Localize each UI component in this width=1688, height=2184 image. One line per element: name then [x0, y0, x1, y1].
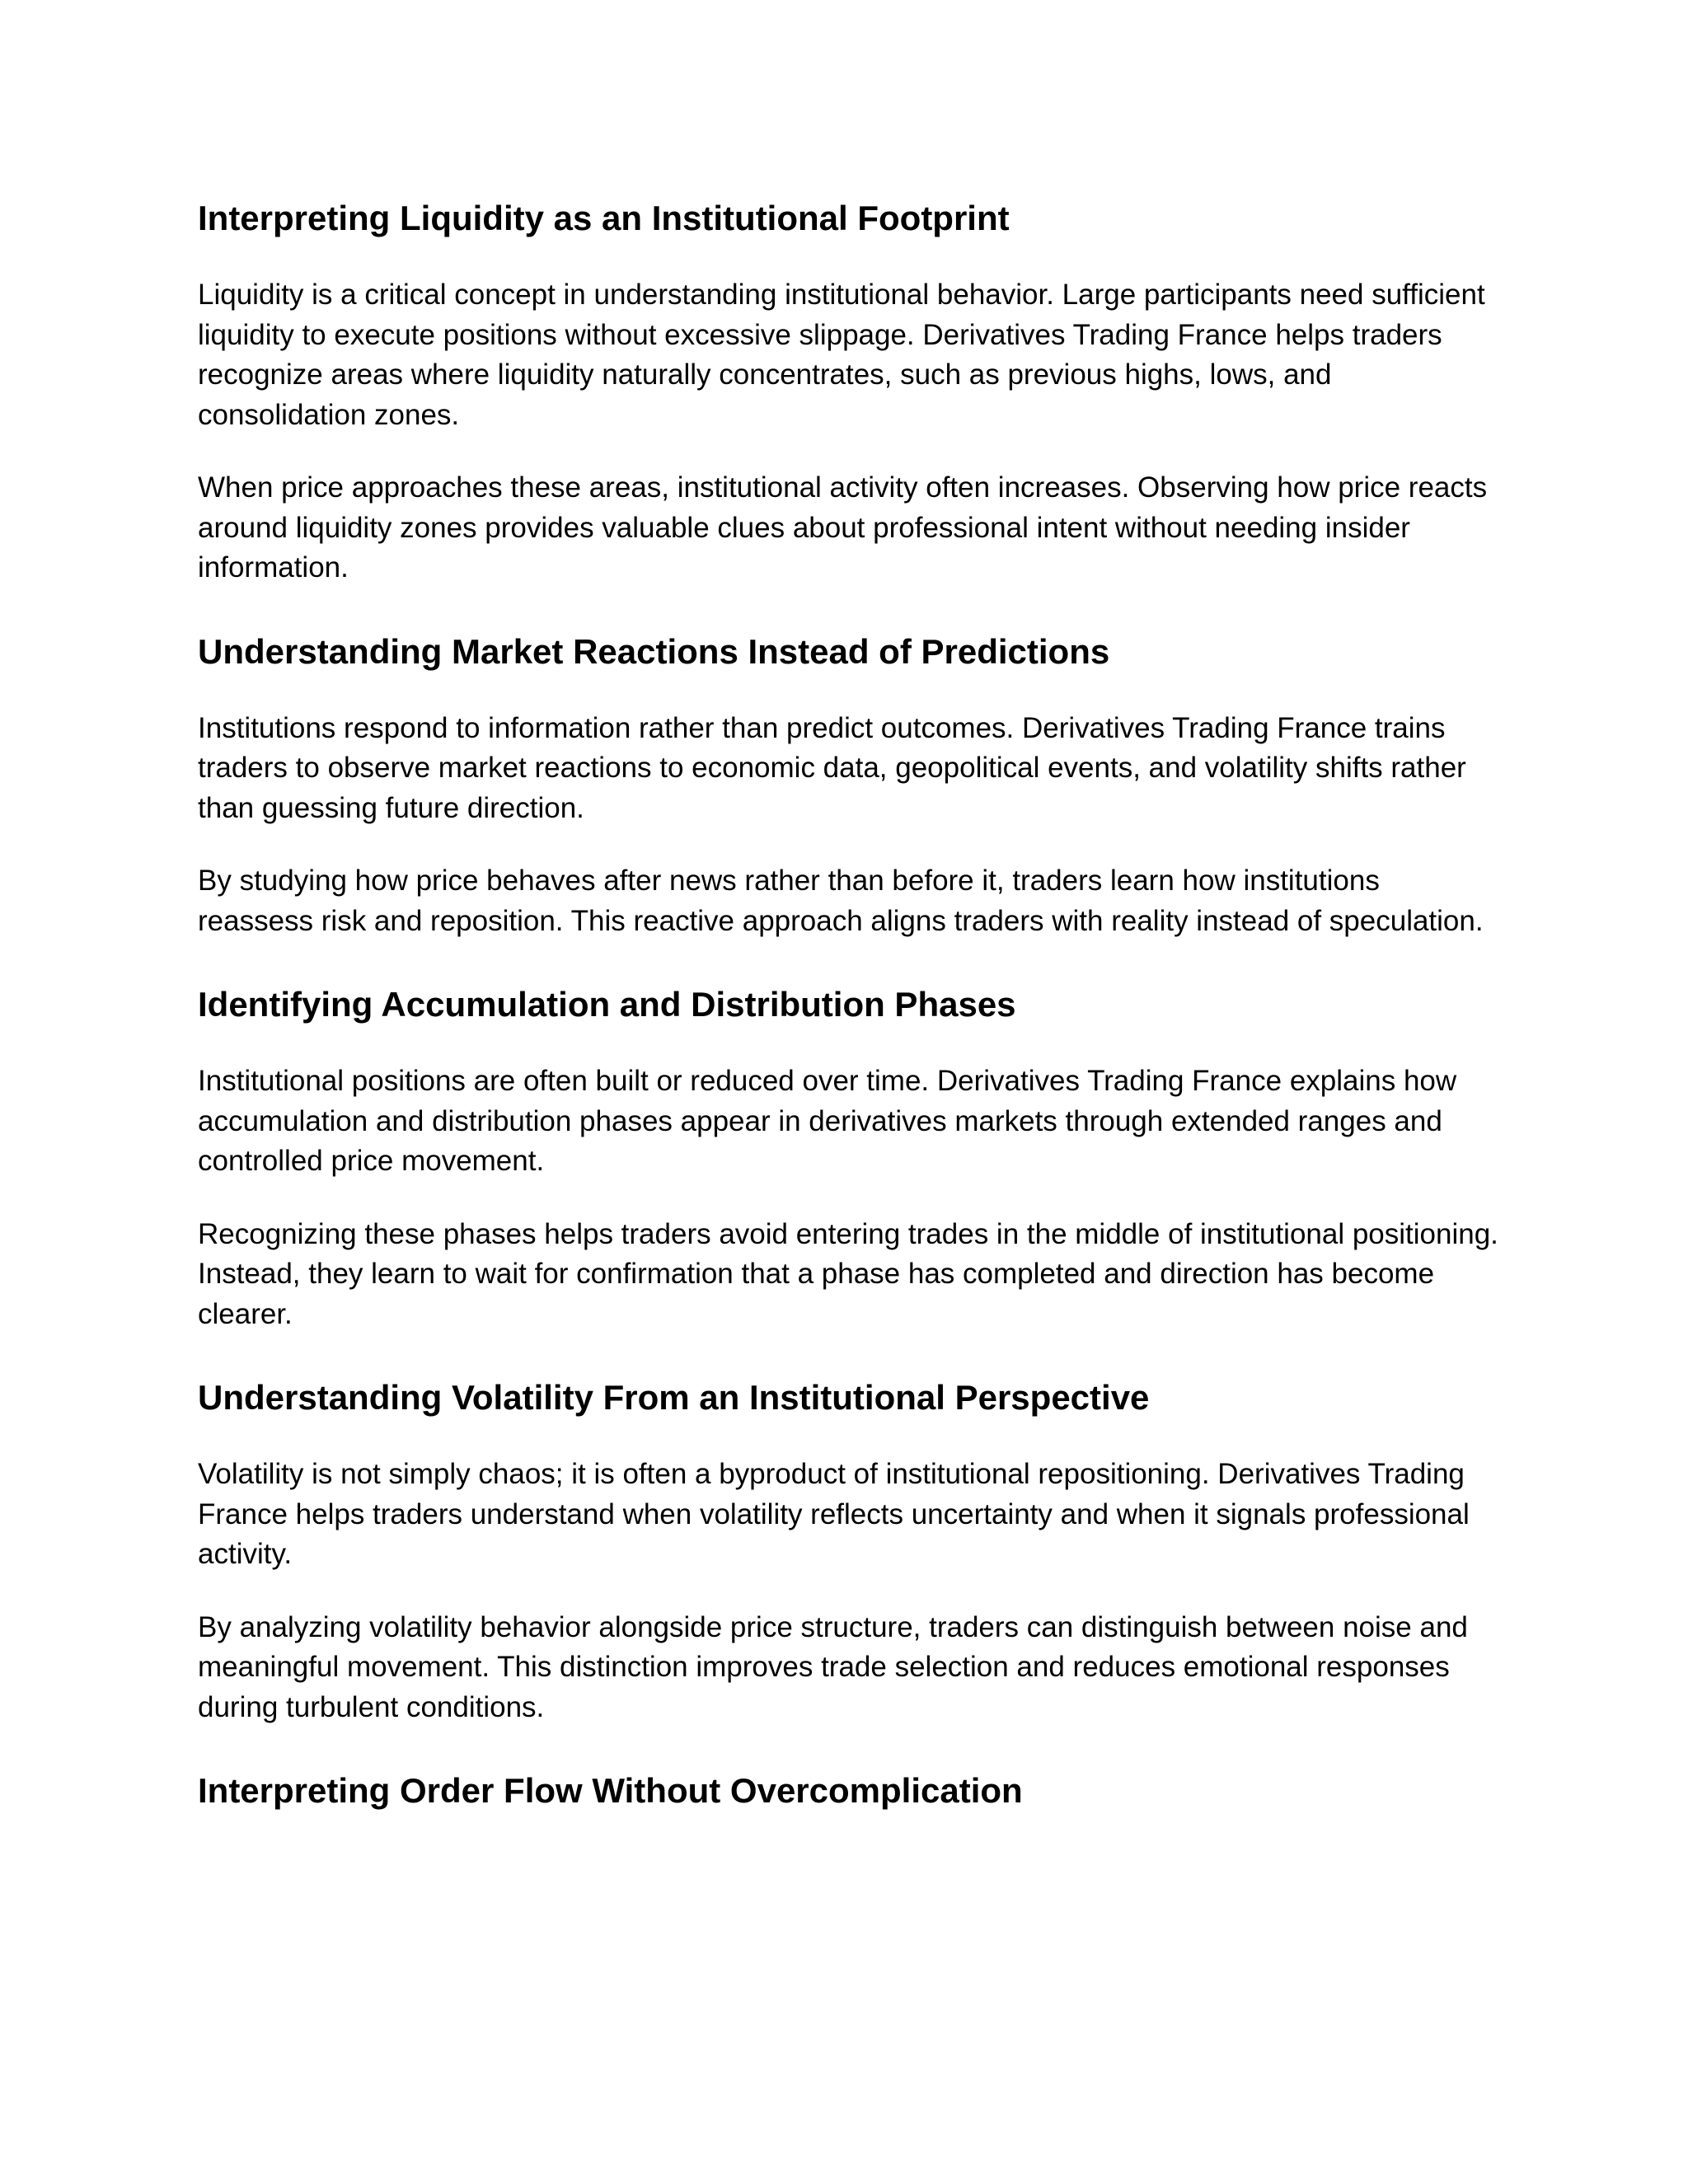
section-heading: Interpreting Liquidity as an Institutional Footprint — [198, 199, 1010, 237]
section-heading: Understanding Volatility From an Institutional Perspective — [198, 1378, 1150, 1417]
section-market-reactions — [198, 631, 1500, 942]
section-paragraph: Institutions respond to information rather than predict outcomes. Derivatives Trading France trains traders to observe market reactions to economic data, geopolitical events, and volatility shifts rather than guessing future direction. — [198, 711, 1466, 824]
section-paragraph: Liquidity is a critical concept in understanding institutional behavior. Large participants need sufficient liquidity to execute positions without excessive slippage. Derivatives Trading France helps traders recognize areas where liquidity naturally concentrates, such as previous highs, lows, and consolidation zones. — [198, 279, 1485, 431]
document-page — [198, 198, 1500, 1811]
section-paragraph: Recognizing these phases helps traders avoid entering trades in the middle of institutional positioning. Instead, they learn to wait for confirmation that a phase has completed and direction has become clearer. — [198, 1217, 1498, 1330]
section-heading: Understanding Market Reactions Instead of Predictions — [198, 631, 1110, 671]
section-liquidity — [198, 198, 1500, 588]
section-order-flow — [198, 1770, 1500, 1811]
section-paragraph: By studying how price behaves after news rather than before it, traders learn how institutions reassess risk and reposition. This reactive approach aligns traders with reality instead of speculation. — [198, 865, 1484, 937]
section-paragraph: Volatility is not simply chaos; it is often a byproduct of institutional repositioning. Derivatives Trading France helps traders understand when volatility reflects uncertainty and when it signals professional activity. — [198, 1458, 1470, 1570]
section-paragraph: When price approaches these areas, institutional activity often increases. Observing how price reacts around liquidity zones provides valuable clues about professional intent without needing insider information. — [198, 471, 1488, 583]
section-heading: Identifying Accumulation and Distribution Phases — [198, 985, 1016, 1024]
section-paragraph: By analyzing volatility behavior alongside price structure, traders can distinguish between noise and meaningful movement. This distinction improves trade selection and reduces emotional responses during turbulent conditions. — [198, 1610, 1468, 1723]
section-accumulation-distribution — [198, 984, 1500, 1334]
section-volatility — [198, 1377, 1500, 1727]
section-heading: Interpreting Order Flow Without Overcomplication — [198, 1771, 1023, 1810]
section-paragraph: Institutional positions are often built or reduced over time. Derivatives Trading France explains how accumulation and distribution phases appear in derivatives markets through extended ranges and controlled price movement. — [198, 1065, 1457, 1177]
